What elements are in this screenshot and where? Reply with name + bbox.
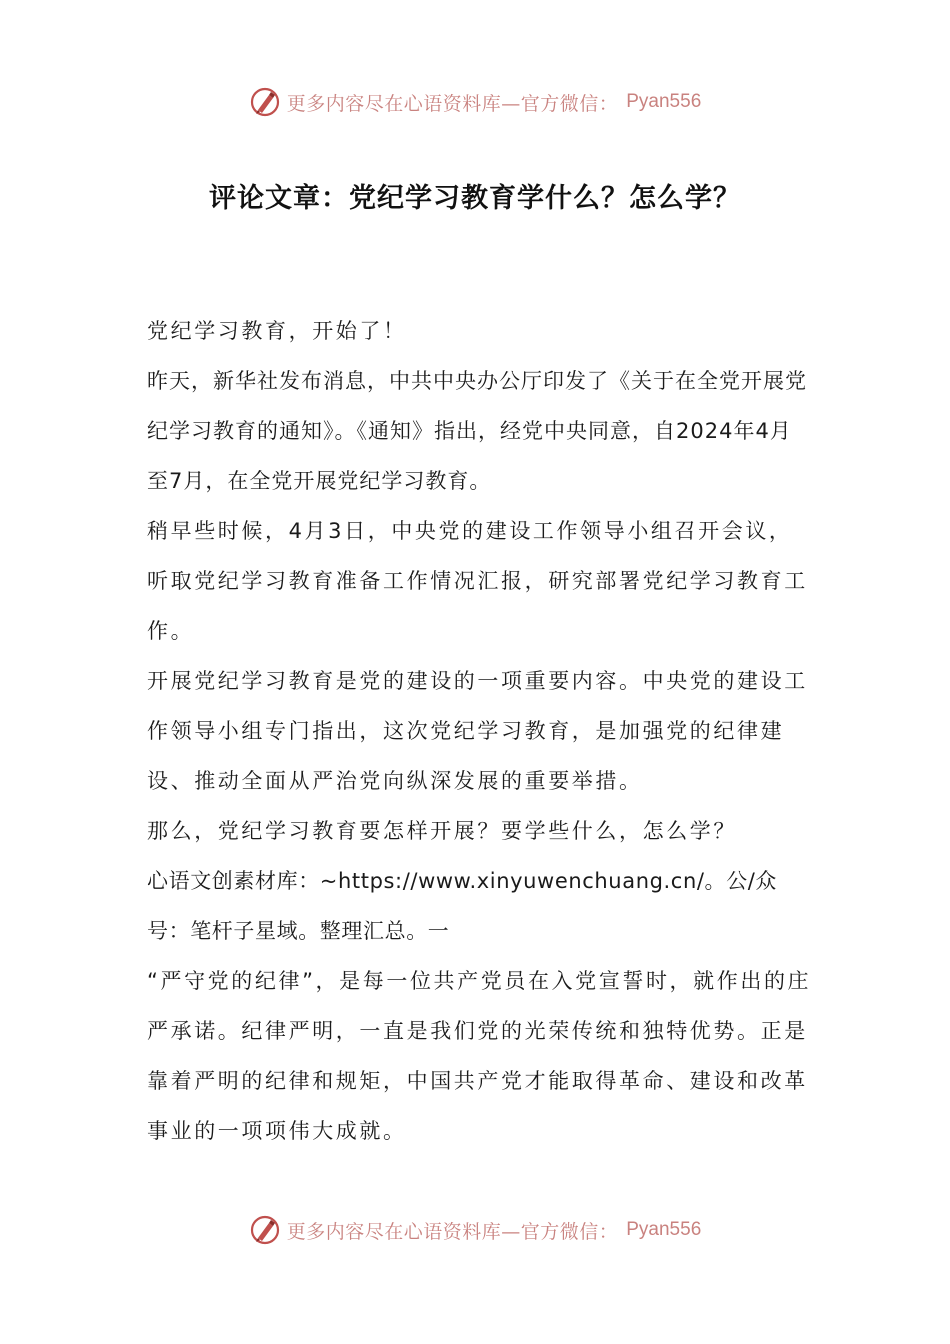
paragraph: 开展党纪学习教育是党的建设的一项重要内容。中央党的建设工作领导小组专门指出，这次党纪学习教育，是加强党的纪律建设、推动全面从严治党向纵深发展的重要举措。 <box>147 669 808 793</box>
document-title: 评论文章：党纪学习教育学什么？怎么学？ <box>209 183 741 214</box>
pen-logo-icon <box>249 1214 281 1246</box>
paragraph: 稍早些时候，4月3日，中央党的建设工作领导小组召开会议，听取党纪学习教育准备工作情况汇报，研究部署党纪学习教育工作。 <box>147 519 808 643</box>
paragraph: 党纪学习教育，开始了！ <box>147 319 407 343</box>
paragraph: 昨天，新华社发布消息，中共中央办公厅印发了《关于在全党开展党纪学习教育的通知》。《通知》指出，经党中央同意，自2024年4月至7月，在全党开展党纪学习教育。 <box>147 369 807 493</box>
article-body <box>147 306 812 1156</box>
footer-watermark <box>0 1210 950 1250</box>
pen-logo-icon <box>249 86 281 118</box>
watermark-text: 更多内容尽在心语资料库—官方微信： <box>286 1220 619 1243</box>
paragraph: 心语文创素材库：~https://www.xinyuwenchuang.cn/。公/众号：笔杆子星域。整理汇总。一 <box>147 869 778 943</box>
watermark-wechat-id: Pyan556 <box>626 91 702 112</box>
watermark-wechat-id: Pyan556 <box>626 1219 702 1240</box>
paragraph: 那么，党纪学习教育要怎样开展？要学些什么，怎么学？ <box>147 819 737 843</box>
header-watermark <box>0 82 950 122</box>
paragraph: “严守党的纪律”，是每一位共产党员在入党宣誓时，就作出的庄严承诺。纪律严明，一直是我们党的光荣传统和独特优势。正是靠着严明的纪律和规矩，中国共产党才能取得革命、建设和改革事业的一项项伟大成就。 <box>147 969 812 1143</box>
watermark-text: 更多内容尽在心语资料库—官方微信： <box>286 92 619 115</box>
